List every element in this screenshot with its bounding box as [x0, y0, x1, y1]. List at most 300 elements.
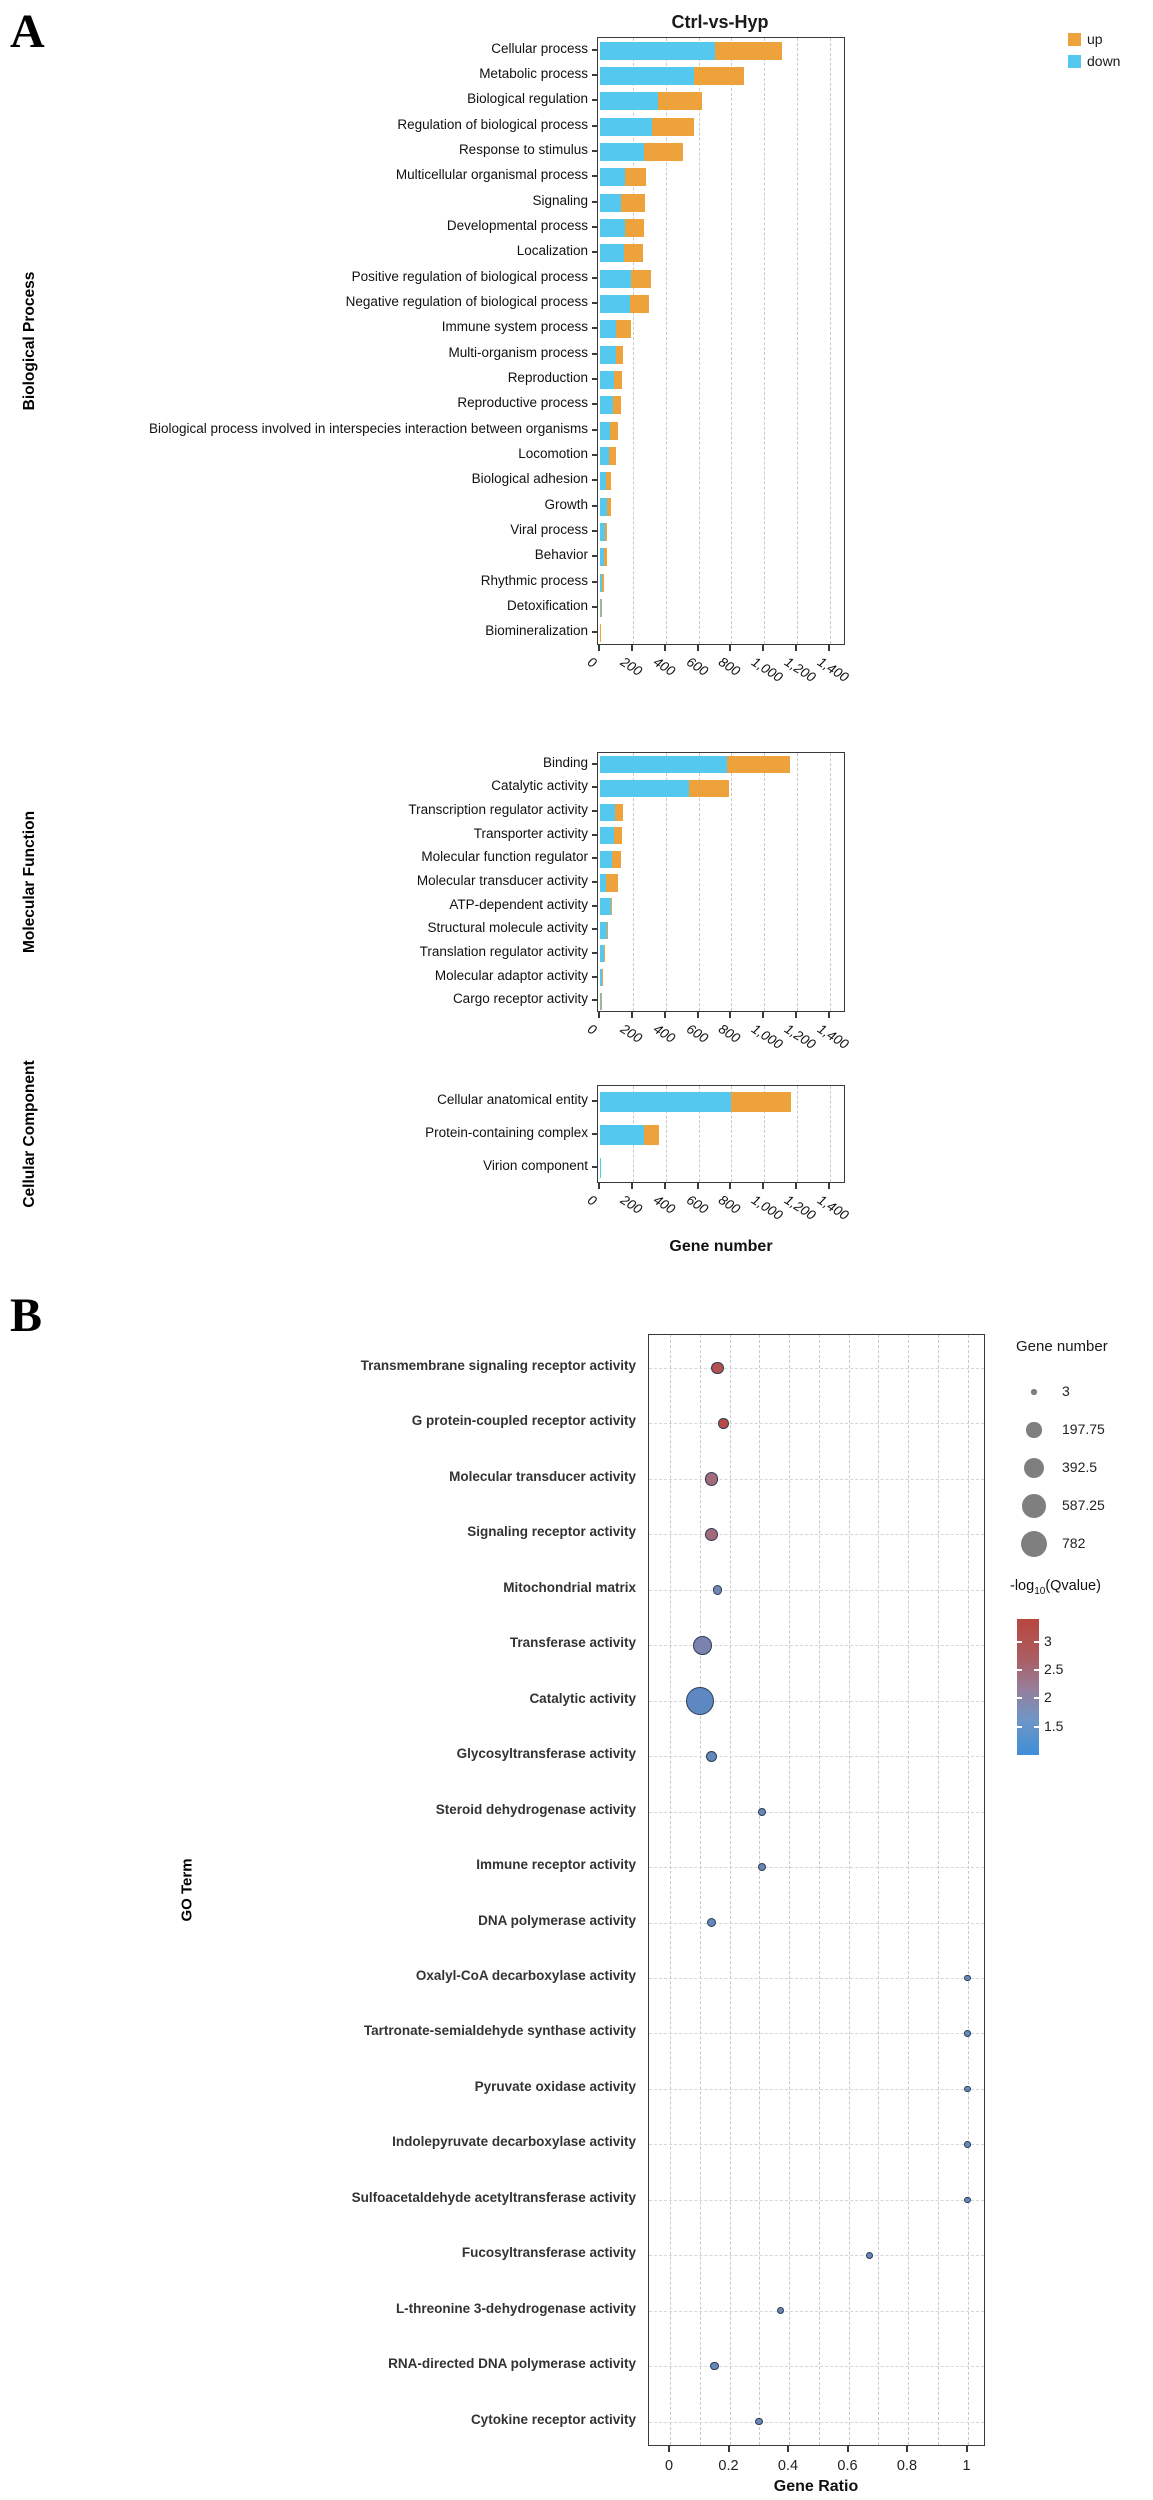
bar-segment-down: [600, 780, 689, 797]
category-label: ATP-dependent activity: [449, 896, 588, 912]
axis-tick: [592, 302, 597, 304]
bar-segment-down: [600, 827, 614, 844]
bar-segment-down: [600, 118, 652, 136]
axis-tick: [697, 1183, 699, 1189]
category-label: Biological adhesion: [471, 471, 588, 487]
axis-tick: [697, 645, 699, 651]
category-label: Reproduction: [507, 370, 588, 385]
category-label: Rhythmic process: [480, 572, 588, 588]
data-point: [705, 1472, 718, 1485]
axis-tick: [906, 2446, 908, 2452]
grid-line: [649, 2366, 984, 2367]
colorbar-tick-mark: [1017, 1641, 1022, 1643]
grid-line: [797, 1086, 798, 1182]
data-point: [705, 1528, 718, 1541]
bar-segment-up: [621, 194, 645, 212]
size-legend-circle: [1021, 1531, 1048, 1558]
category-label: Biomineralization: [485, 623, 588, 639]
x-tick-label: 0.4: [777, 2458, 799, 2474]
molecular-function-chart: [597, 752, 845, 1012]
bar-segment-down: [600, 168, 625, 186]
category-label: Structural molecule activity: [427, 920, 588, 936]
grid-line: [968, 1335, 969, 2445]
size-legend-label: 3: [1062, 1383, 1070, 1399]
go-term-label: DNA polymerase activity: [478, 1912, 636, 1928]
axis-tick: [847, 2446, 849, 2452]
bar-segment-up: [727, 756, 790, 773]
bar-segment-up: [715, 42, 782, 60]
axis-tick: [592, 1100, 597, 1102]
x-tick-label: 0.2: [718, 2458, 739, 2474]
axis-tick: [592, 454, 597, 456]
x-tick-label: 800: [716, 1021, 744, 1046]
category-label: Response to stimulus: [458, 142, 588, 157]
grid-line: [649, 2033, 984, 2034]
size-legend-label: 392.5: [1062, 1459, 1098, 1475]
grid-line: [649, 1534, 984, 1535]
size-legend-circle: [1022, 1494, 1046, 1518]
x-tick-label: 0.6: [837, 2458, 858, 2474]
bar-segment-up: [605, 523, 606, 541]
axis-tick: [631, 1183, 633, 1189]
grid-line: [649, 2311, 984, 2312]
bar-segment-up: [607, 922, 608, 939]
go-term-label: Glycosyltransferase activity: [456, 1746, 636, 1762]
axis-tick: [592, 74, 597, 76]
bar-segment-down: [600, 143, 644, 161]
category-label: Negative regulation of biological process: [345, 294, 588, 309]
category-label: Biological regulation: [467, 91, 588, 107]
axis-tick: [598, 1183, 600, 1189]
gene-ratio-axis-title: Gene Ratio: [773, 2478, 859, 2495]
category-label: Biological process involved in interspecies interaction between organisms: [149, 420, 588, 436]
axis-tick: [729, 1012, 731, 1018]
data-point: [758, 1863, 766, 1871]
axis-tick: [592, 1133, 597, 1135]
axis-tick: [592, 786, 597, 788]
category-label: Growth: [544, 496, 588, 512]
bar-segment-up: [614, 371, 622, 389]
category-label: Metabolic process: [479, 66, 588, 81]
go-term-label: Mitochondrial matrix: [503, 1579, 636, 1595]
x-tick-label: 1,000: [749, 654, 786, 685]
axis-tick: [966, 2446, 968, 2452]
grid-line: [649, 2255, 984, 2256]
data-point: [964, 2141, 970, 2147]
grid-line: [731, 38, 732, 644]
grid-line: [649, 1368, 984, 1369]
axis-tick: [729, 1183, 731, 1189]
size-legend-title: Gene number: [1016, 1338, 1108, 1355]
go-term-label: Cytokine receptor activity: [470, 2411, 636, 2427]
grid-line: [938, 1335, 939, 2445]
bar-segment-down: [600, 244, 624, 262]
size-legend-label: 782: [1062, 1535, 1086, 1551]
go-enrichment-bubble-chart: [648, 1334, 985, 2446]
bar-segment-up: [658, 92, 702, 110]
axis-tick: [728, 2446, 730, 2452]
x-tick-label: 1,400: [814, 1021, 852, 1052]
x-tick-label: 600: [683, 1192, 711, 1217]
axis-tick: [592, 928, 597, 930]
go-term-label: L-threonine 3-dehydrogenase activity: [395, 2300, 636, 2316]
category-label: Locomotion: [518, 446, 588, 461]
axis-tick: [762, 1012, 764, 1018]
x-tick-label: 200: [617, 1192, 645, 1217]
colorbar-tick-label: 3: [1044, 1632, 1052, 1649]
go-term-label: Sulfoacetaldehyde acetyltransferase activity: [351, 2189, 636, 2205]
data-point: [777, 2307, 784, 2314]
bar-segment-up: [610, 422, 617, 440]
category-label: Behavior: [534, 547, 588, 563]
x-tick-label: 1,000: [749, 1192, 786, 1223]
axis-tick: [592, 479, 597, 481]
grid-line: [649, 2144, 984, 2145]
colorbar-tick-mark: [1017, 1726, 1022, 1728]
size-legend-circle: [1031, 1389, 1036, 1394]
bar-segment-down: [600, 804, 615, 821]
bar-segment-down: [600, 756, 727, 773]
axis-tick: [762, 1183, 764, 1189]
category-label: Catalytic activity: [491, 778, 588, 794]
category-label: Reproductive process: [457, 395, 588, 411]
colorbar-tick-mark: [1034, 1641, 1039, 1643]
category-label: Positive regulation of biological process: [351, 268, 588, 284]
bar-segment-up: [631, 270, 651, 288]
bar-segment-up: [602, 574, 604, 592]
colorbar-tick-label: 2.5: [1044, 1661, 1064, 1677]
axis-tick: [592, 976, 597, 978]
data-point: [707, 1918, 716, 1927]
bar-segment-up: [611, 898, 613, 915]
colorbar-tick-mark: [1034, 1669, 1039, 1671]
cellular-component-chart: [597, 1085, 845, 1183]
bar-segment-down: [600, 219, 625, 237]
colorbar-tick-mark: [1034, 1697, 1039, 1699]
axis-tick: [592, 999, 597, 1001]
category-label: Protein-containing complex: [425, 1125, 588, 1140]
grid-line: [700, 1335, 701, 2445]
legend-down-swatch: [1068, 55, 1081, 68]
bar-segment-down: [600, 194, 621, 212]
axis-tick: [795, 1183, 797, 1189]
axis-tick: [592, 378, 597, 380]
group-label-cellular-component: Cellular Component: [21, 1060, 38, 1208]
grid-line: [764, 38, 765, 644]
axis-tick: [592, 403, 597, 405]
category-label: Multicellular organismal process: [395, 167, 588, 183]
bar-segment-up: [612, 851, 622, 868]
x-tick-label: 1,200: [781, 654, 819, 685]
bar-segment-up: [606, 874, 618, 891]
data-point: [866, 2252, 873, 2259]
x-tick-label: 0: [584, 654, 600, 671]
axis-tick: [729, 645, 731, 651]
size-legend-label: 197.75: [1062, 1421, 1105, 1437]
axis-tick: [592, 606, 597, 608]
x-tick-label: 0: [584, 1192, 600, 1209]
grid-line: [878, 1335, 879, 2445]
axis-tick: [592, 175, 597, 177]
bar-segment-up: [689, 780, 729, 797]
category-label: Transcription regulator activity: [408, 802, 588, 818]
axis-tick: [592, 530, 597, 532]
axis-tick: [787, 2446, 789, 2452]
bar-segment-up: [614, 827, 622, 844]
axis-tick: [592, 631, 597, 633]
axis-tick: [592, 1166, 597, 1168]
group-label-molecular-function: Molecular Function: [21, 810, 38, 954]
category-label: Cellular anatomical entity: [437, 1092, 588, 1108]
axis-tick: [598, 645, 600, 651]
go-term-label: Molecular transducer activity: [449, 1468, 636, 1484]
go-term-label: Oxalyl-CoA decarboxylase activity: [415, 1967, 636, 1983]
bar-segment-up: [624, 244, 642, 262]
category-label: Virion component: [483, 1157, 588, 1173]
axis-tick: [598, 1012, 600, 1018]
x-tick-label: 800: [716, 1192, 744, 1217]
grid-line: [759, 1335, 760, 2445]
x-tick-label: 400: [650, 654, 678, 679]
bar-segment-up: [625, 168, 646, 186]
axis-tick: [828, 1183, 830, 1189]
go-term-label: RNA-directed DNA polymerase activity: [388, 2356, 636, 2372]
category-label: Developmental process: [446, 218, 588, 233]
data-point: [718, 1418, 729, 1429]
x-tick-label: 1,000: [749, 1021, 786, 1052]
category-label: Immune system process: [441, 319, 588, 335]
axis-tick: [828, 1012, 830, 1018]
go-term-label: Indolepyruvate decarboxylase activity: [392, 2134, 636, 2150]
data-point: [711, 1362, 724, 1375]
legend-up-swatch: [1068, 33, 1081, 46]
axis-tick: [631, 645, 633, 651]
axis-tick: [592, 834, 597, 836]
bar-segment-up: [644, 143, 683, 161]
go-term-label: Immune receptor activity: [476, 1857, 636, 1873]
color-legend-prefix: -log: [1010, 1578, 1035, 1594]
grid-line: [649, 1978, 984, 1979]
colorbar-tick-label: 2: [1044, 1689, 1052, 1706]
category-label: Signaling: [532, 192, 588, 208]
category-label: Transporter activity: [473, 825, 588, 841]
size-legend-circle: [1024, 1458, 1044, 1478]
grid-line: [819, 1335, 820, 2445]
x-tick-label: 0: [584, 1021, 600, 1038]
category-label: Molecular adaptor activity: [434, 967, 588, 983]
grid-line: [797, 753, 798, 1011]
grid-line: [649, 1423, 984, 1424]
data-point: [964, 2086, 970, 2092]
bar-segment-up: [607, 498, 611, 516]
grid-line: [649, 2089, 984, 2090]
grid-line: [649, 1867, 984, 1868]
axis-tick: [828, 645, 830, 651]
x-tick-label: 200: [617, 1021, 645, 1046]
bar-segment-up: [615, 804, 623, 821]
go-term-label: Tartronate-semialdehyde synthase activity: [363, 2023, 636, 2039]
bar-segment-up: [604, 548, 607, 566]
size-legend-label: 587.25: [1062, 1497, 1105, 1513]
axis-tick: [795, 645, 797, 651]
data-point: [686, 1687, 714, 1715]
category-label: Detoxification: [506, 598, 588, 613]
axis-tick: [592, 49, 597, 51]
bar-segment-up: [604, 945, 605, 962]
bar-segment-up: [731, 1092, 792, 1112]
axis-tick: [592, 581, 597, 583]
x-tick-label: 0.8: [896, 2458, 918, 2474]
color-legend-title: [1010, 1578, 1101, 1597]
grid-line: [789, 1335, 790, 2445]
bar-segment-down: [600, 396, 613, 414]
axis-tick: [664, 645, 666, 651]
go-term-label: Transferase activity: [509, 1635, 636, 1651]
axis-tick: [592, 505, 597, 507]
bar-segment-down: [600, 42, 715, 60]
x-tick-label: 800: [716, 654, 744, 679]
grid-line: [830, 1086, 831, 1182]
axis-tick: [795, 1012, 797, 1018]
grid-line: [649, 1923, 984, 1924]
gene-number-axis-title: Gene number: [669, 1238, 773, 1255]
bar-segment-down: [600, 1125, 644, 1145]
data-point: [693, 1636, 712, 1655]
colorbar-tick-mark: [1017, 1669, 1022, 1671]
x-tick-label: 1,200: [781, 1192, 819, 1223]
colorbar-tick-mark: [1017, 1697, 1022, 1699]
axis-tick: [631, 1012, 633, 1018]
category-label: Cargo receptor activity: [452, 991, 588, 1007]
go-term-axis-title: GO Term: [178, 1858, 196, 1922]
bar-segment-up: [613, 396, 620, 414]
category-label: Molecular function regulator: [421, 849, 588, 865]
bar-segment-down: [600, 320, 616, 338]
x-tick-label: 0: [664, 2458, 674, 2474]
x-tick-label: 600: [683, 654, 711, 679]
group-label-biological-process: Biological Process: [21, 271, 38, 411]
axis-tick: [592, 353, 597, 355]
panel-a-title: Ctrl-vs-Hyp: [671, 12, 769, 32]
grid-line: [730, 1335, 731, 2445]
grid-line: [764, 753, 765, 1011]
grid-line: [830, 753, 831, 1011]
bar-segment-down: [600, 67, 694, 85]
axis-tick: [664, 1183, 666, 1189]
axis-tick: [762, 645, 764, 651]
category-label: Translation regulator activity: [419, 943, 588, 959]
x-tick-label: 600: [683, 1021, 711, 1046]
data-point: [758, 1808, 766, 1816]
bar-segment-down: [600, 447, 609, 465]
bar-segment-up: [644, 1125, 659, 1145]
axis-tick: [592, 429, 597, 431]
axis-tick: [592, 125, 597, 127]
panel-b-letter: B: [10, 1289, 43, 1342]
axis-tick: [592, 857, 597, 859]
data-point: [964, 1975, 970, 1981]
x-tick-label: 1,400: [814, 1192, 852, 1223]
x-tick-label: 200: [617, 654, 645, 679]
bar-segment-up: [600, 624, 601, 642]
category-label: Molecular transducer activity: [416, 873, 588, 888]
category-label: Regulation of biological process: [397, 116, 588, 132]
color-legend-sub: 10: [1034, 1585, 1046, 1597]
x-tick-label: 400: [650, 1192, 678, 1217]
bar-segment-down: [600, 92, 658, 110]
go-term-label: Transmembrane signaling receptor activity: [360, 1358, 636, 1373]
go-term-label: Pyruvate oxidase activity: [474, 2078, 636, 2094]
bar-segment-down: [600, 346, 616, 364]
grid-line: [649, 1479, 984, 1480]
bar-segment-down: [600, 295, 630, 313]
bar-segment-down: [600, 898, 611, 915]
axis-tick: [592, 327, 597, 329]
bar-segment-up: [616, 320, 630, 338]
grid-line: [649, 1756, 984, 1757]
x-tick-label: 400: [650, 1021, 678, 1046]
grid-line: [649, 2422, 984, 2423]
grid-line: [670, 1335, 671, 2445]
biological-process-chart: [597, 37, 845, 645]
axis-tick: [592, 99, 597, 101]
grid-line: [649, 1812, 984, 1813]
bar-segment-down: [600, 371, 614, 389]
data-point: [964, 2197, 970, 2203]
go-term-label: Catalytic activity: [529, 1690, 636, 1706]
bar-segment-up: [606, 472, 612, 490]
axis-tick: [592, 251, 597, 253]
bar-segment-up: [616, 346, 624, 364]
x-tick-label: 1,400: [814, 654, 852, 685]
go-term-label: Steroid dehydrogenase activity: [435, 1801, 636, 1817]
bar-segment-down: [600, 851, 612, 868]
grid-line: [797, 38, 798, 644]
panel-a-letter: A: [10, 5, 45, 58]
category-label: Localization: [516, 243, 588, 259]
bar-segment-up: [630, 295, 649, 313]
axis-tick: [592, 150, 597, 152]
data-point: [706, 1751, 717, 1762]
category-label: Viral process: [510, 522, 588, 537]
grid-line: [649, 1590, 984, 1591]
bar-segment-up: [694, 67, 743, 85]
bar-segment-up: [652, 118, 694, 136]
legend-down-label: down: [1087, 53, 1121, 69]
axis-tick: [592, 201, 597, 203]
category-label: Multi-organism process: [448, 344, 588, 360]
axis-tick: [697, 1012, 699, 1018]
axis-tick: [592, 881, 597, 883]
colorbar-tick-mark: [1034, 1726, 1039, 1728]
data-point: [713, 1585, 723, 1595]
axis-tick: [592, 277, 597, 279]
axis-tick: [592, 810, 597, 812]
x-tick-label: 1: [962, 2458, 971, 2474]
go-term-label: Fucosyltransferase activity: [461, 2245, 636, 2261]
go-term-label: Signaling receptor activity: [467, 1524, 636, 1540]
data-point: [755, 2418, 763, 2426]
axis-tick: [664, 1012, 666, 1018]
color-legend-suffix: (Qvalue): [1045, 1578, 1101, 1594]
size-legend-circle: [1026, 1422, 1041, 1437]
bar-segment-down: [600, 270, 631, 288]
grid-line: [908, 1335, 909, 2445]
bar-segment-down: [600, 422, 610, 440]
bar-segment-up: [609, 447, 616, 465]
axis-tick: [592, 555, 597, 557]
bar-segment-down: [600, 1092, 731, 1112]
